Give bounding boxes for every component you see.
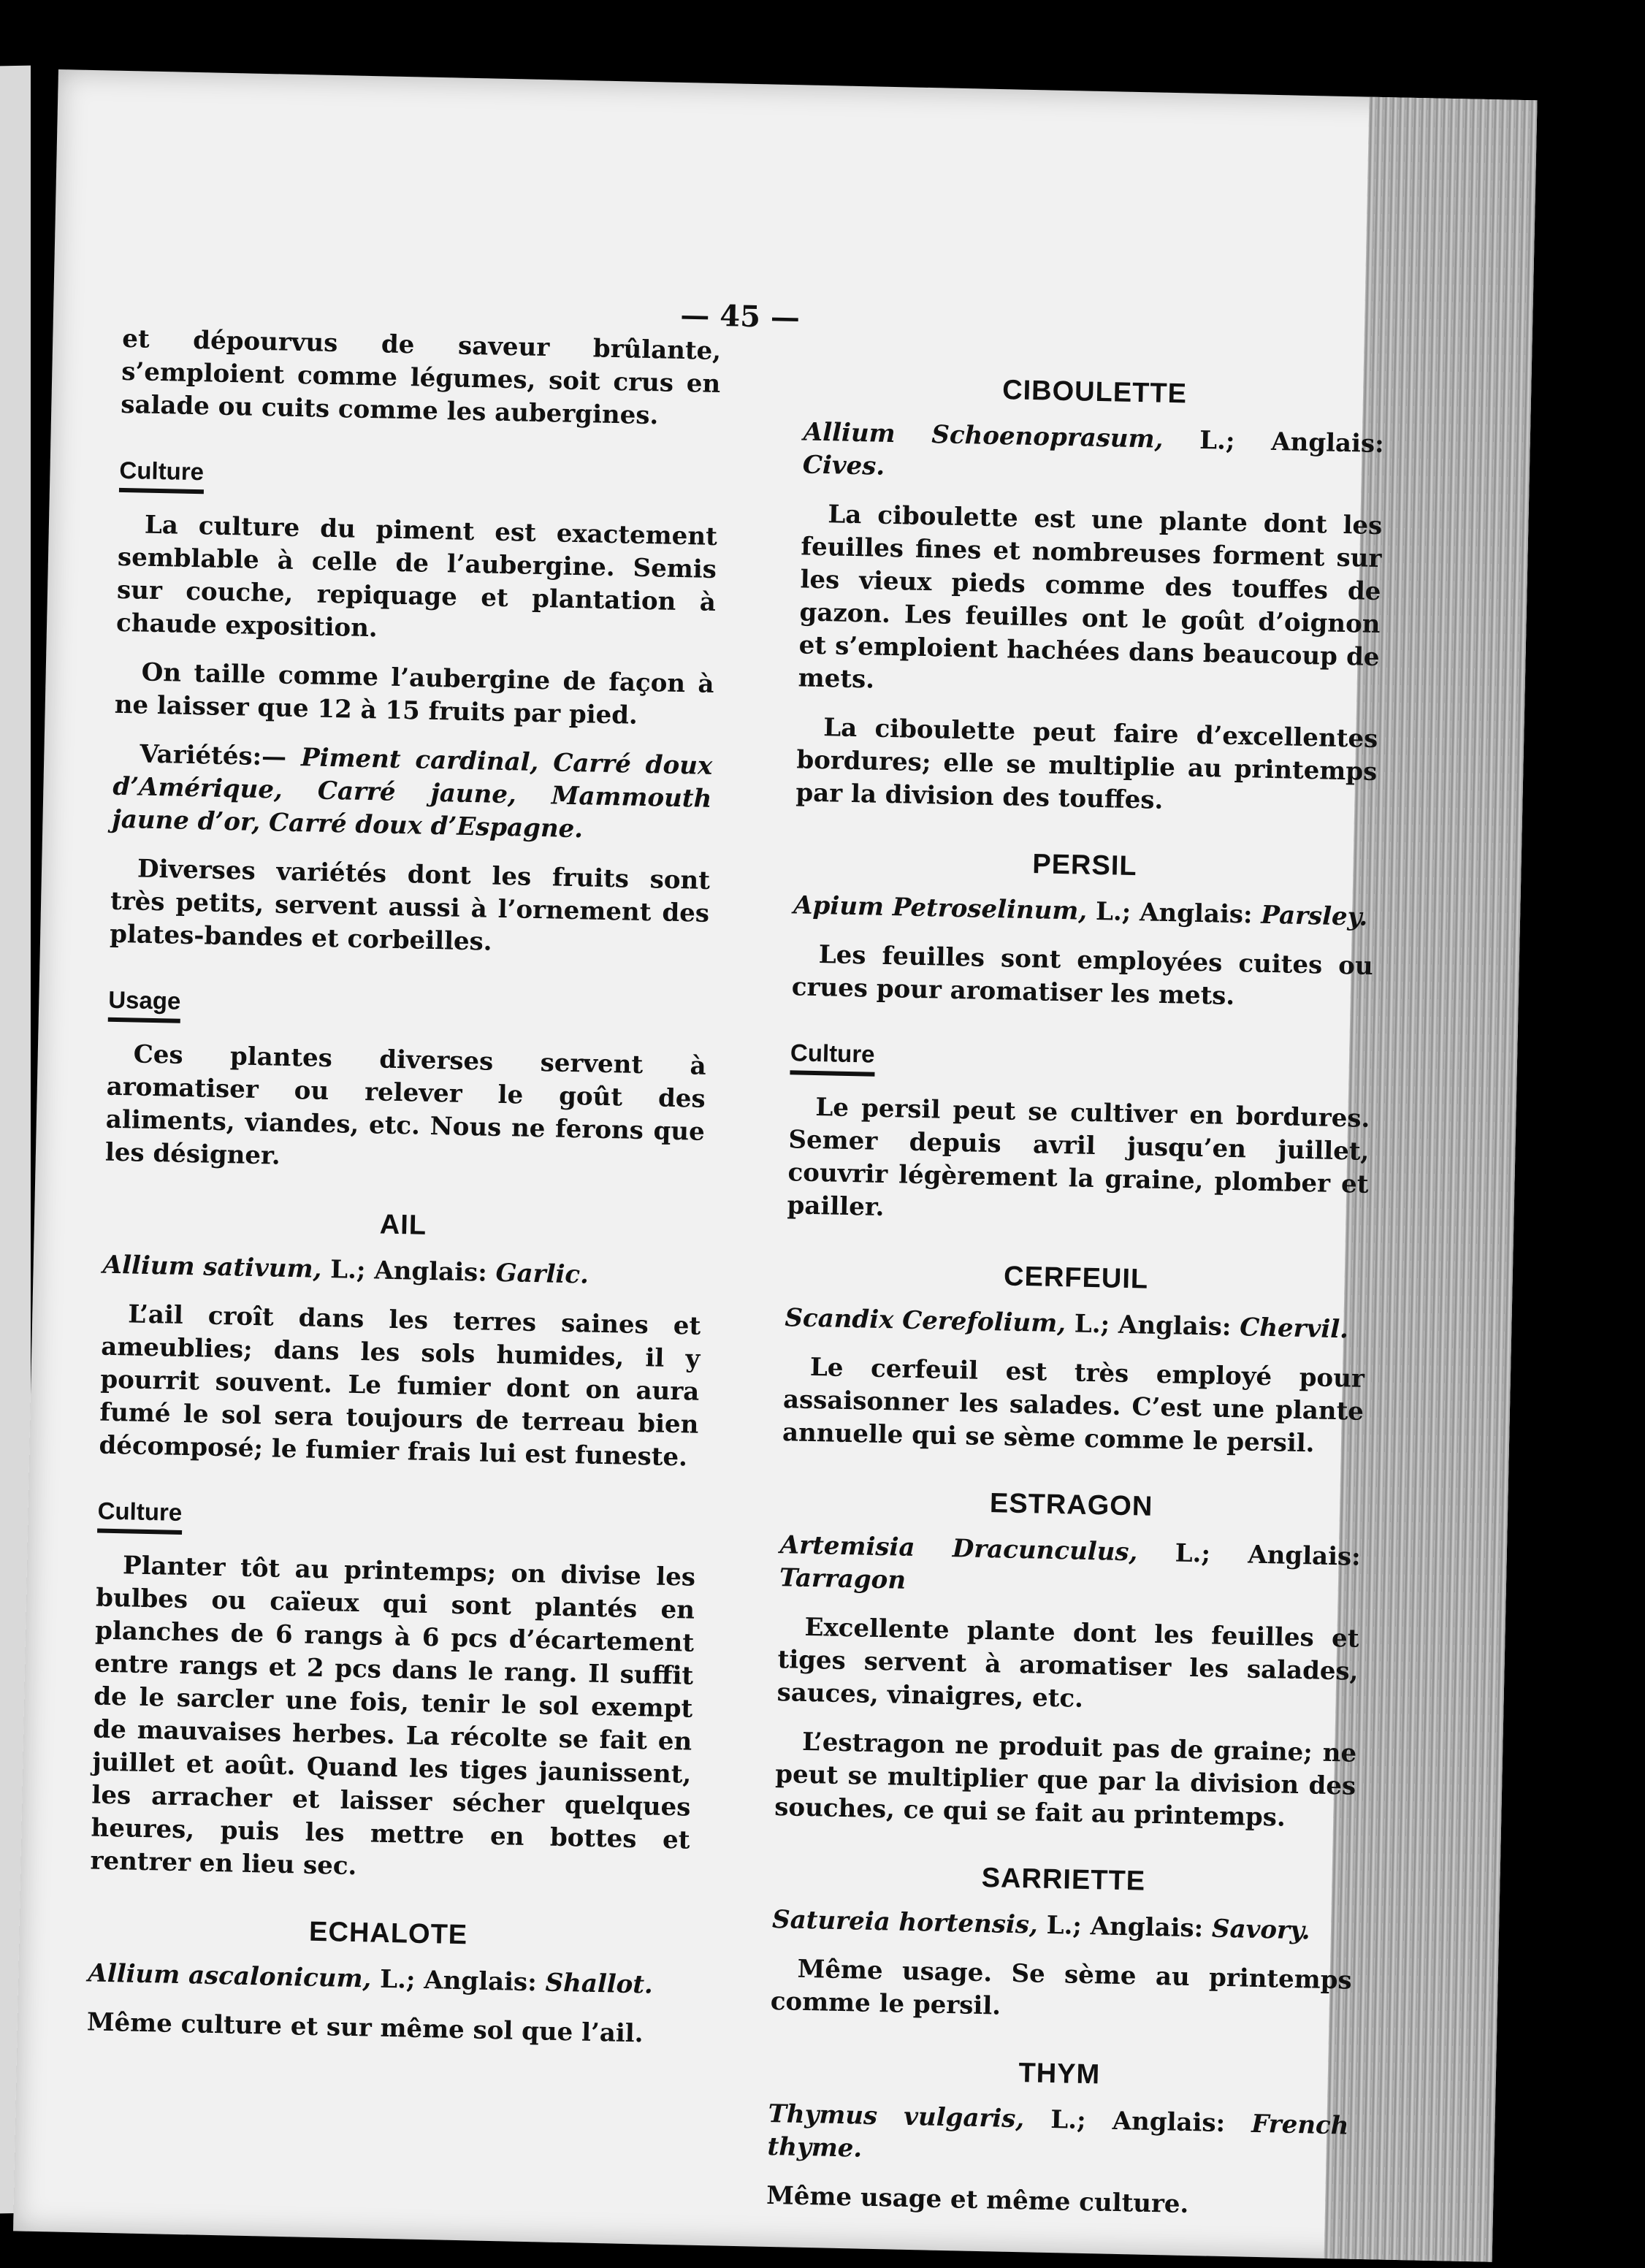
culture-paragraph: On taille comme l’aubergine de façon à ne laisser que 12 à 15 fruits par pied. — [114, 657, 714, 730]
latin-name: Allium sativum, — [102, 1250, 322, 1284]
english-name: Chervil. — [1239, 1313, 1349, 1345]
binomial-separator: L.; Anglais: — [1086, 896, 1262, 930]
ciboulette-paragraph: La ciboulette peut faire d’excellentes bordures; elle se multiplie au printemps par la division des touffes. — [795, 713, 1378, 815]
binomial-separator: L.; Anglais: — [1137, 1538, 1362, 1572]
english-name: Cives. — [802, 450, 885, 481]
ail-paragraph: L’ail croît dans les terres saines et ameublies; dans les sols humides, il y pourrit souvent. Le fumier dont on aura fumé le sol sera toujours de terreau bien décomposé; le fumier frais lui est funeste. — [99, 1299, 701, 1473]
binomial-ail — [102, 1249, 702, 1294]
culture-heading: Culture — [97, 1494, 183, 1535]
latin-name: Thymus vulgaris, — [768, 2099, 1025, 2134]
varieties-list: Piment cardinal, Carré doux d’Amérique, Carré jaune, Mammouth jaune d’or, Carré doux d’Espagne. — [112, 743, 713, 844]
section-title-persil: PERSIL — [1031, 849, 1138, 882]
thym-paragraph: Même usage et même culture. — [766, 2180, 1189, 2220]
binomial-persil — [793, 889, 1375, 934]
binomial-estragon — [779, 1529, 1361, 1607]
culture-paragraph: La culture du piment est exactement semblable à celle de l’aubergine. Semis sur couche, repiquage et plantation à chaude exposition. — [115, 510, 718, 644]
latin-name: Satureia hortensis, — [771, 1905, 1039, 1940]
section-title-ail: AIL — [379, 1209, 427, 1241]
varieties-paragraph — [112, 738, 713, 849]
english-name: Shallot. — [545, 1968, 654, 2000]
binomial-echalote — [88, 1957, 687, 2002]
binomial-separator: L.; Anglais: — [321, 1254, 497, 1288]
section-title-sarriette: SARRIETTE — [981, 1863, 1146, 1897]
usage-heading: Usage — [108, 983, 181, 1023]
varieties-paragraph: Diverses variétés dont les fruits sont très petits, servent aussi à l’ornement des plates-bandes et corbeilles. — [109, 854, 711, 957]
page-number: — 45 — — [679, 297, 801, 335]
culture-paragraph: Le persil peut se cultiver en bordures. Semer depuis avril jusqu’en juillet, couvrir légèrement la graine, plomber et pailler. — [787, 1093, 1370, 1223]
binomial-ciboulette — [802, 416, 1384, 494]
binomial-separator: L.; Anglais: — [370, 1964, 546, 1998]
section-title-cerfeuil: CERFEUIL — [1003, 1261, 1149, 1295]
latin-name: Allium Schoenoprasum, — [803, 417, 1164, 454]
english-name: French thyme. — [767, 2109, 1349, 2164]
right-column — [766, 337, 1386, 2240]
binomial-separator: L.; Anglais: — [1162, 424, 1385, 459]
book-page — [13, 69, 1538, 2262]
echalote-paragraph: Même culture et sur même sol que l’ail. — [86, 2007, 644, 2049]
section-title-echalote: ECHALOTE — [308, 1916, 468, 1951]
latin-name: Apium Petroselinum, — [793, 890, 1088, 926]
persil-paragraph: Les feuilles sont employées cuites ou crues pour aromatiser les mets. — [791, 940, 1374, 1011]
english-name: Tarragon — [779, 1563, 907, 1595]
english-name: Parsley. — [1260, 900, 1368, 932]
latin-name: Artemisia Dracunculus, — [779, 1530, 1138, 1568]
binomial-separator: L.; Anglais: — [1023, 2104, 1252, 2139]
binomial-separator: L.; Anglais: — [1037, 1910, 1213, 1944]
latin-name: Scandix Cerefolium, — [785, 1303, 1066, 1339]
culture-heading: Culture — [119, 454, 205, 494]
english-name: Garlic. — [495, 1258, 589, 1290]
binomial-thym — [767, 2098, 1349, 2176]
left-column — [86, 323, 721, 2068]
culture-heading: Culture — [790, 1036, 875, 1076]
binomial-cerfeuil — [785, 1302, 1366, 1347]
estragon-paragraph: Excellente plante dont les feuilles et tiges servent à aromatiser les salades, sauces, vinaigres, etc. — [776, 1612, 1359, 1714]
english-name: Savory. — [1211, 1914, 1311, 1946]
section-title-ciboulette: CIBOULETTE — [1001, 375, 1188, 410]
estragon-paragraph: L’estragon ne produit pas de graine; ne peut se multiplier que par la division des souches, ce qui se fait au printemps. — [774, 1727, 1357, 1833]
binomial-sarriette — [772, 1904, 1354, 1949]
binomial-separator: L.; Anglais: — [1065, 1309, 1240, 1343]
ciboulette-paragraph: La ciboulette est une plante dont les feuilles fines et nombreuses forment sur les vieux pieds comme des touffes de gazon. Les feuilles ont le goût d’oignon et s’emploient hachées dans beaucoup de mets. — [798, 500, 1383, 695]
section-title-thym: THYM — [1018, 2058, 1101, 2091]
latin-name: Allium ascalonicum, — [88, 1958, 372, 1994]
cerfeuil-paragraph: Le cerfeuil est très employé pour assaisonner les salades. C’est une plante annuelle qui se sème comme le persil. — [782, 1352, 1365, 1459]
culture-paragraph: Planter tôt au printemps; on divise les bulbes ou caïeux qui sont plantés en planches de 6 rangs à 6 pcs d’écartement entre rangs et 2 pcs dans le rang. Il suffit de le sarcler une fois, tenir le sol exempt de mauvaises herbes. La récolte se fait en juillet et août. Quand les tiges jaunissent, les arracher et laisser sécher quelques heures, puis les mettre en bottes et rentrer en lieu sec. — [90, 1551, 696, 1882]
usage-paragraph: Ces plantes diverses servent à aromatiser ou relever le goût des aliments, viandes, etc. Nous ne ferons que les désigner. — [104, 1039, 707, 1171]
varieties-label: Variétés:— — [139, 739, 287, 772]
section-title-estragon: ESTRAGON — [989, 1488, 1153, 1522]
sarriette-paragraph: Même usage. Se sème au printemps comme le persil. — [770, 1954, 1353, 2021]
intro-paragraph: et dépourvus de saveur brûlante, s’emploient comme légumes, soit crus en salade ou cuits comme les aubergines. — [120, 324, 722, 431]
